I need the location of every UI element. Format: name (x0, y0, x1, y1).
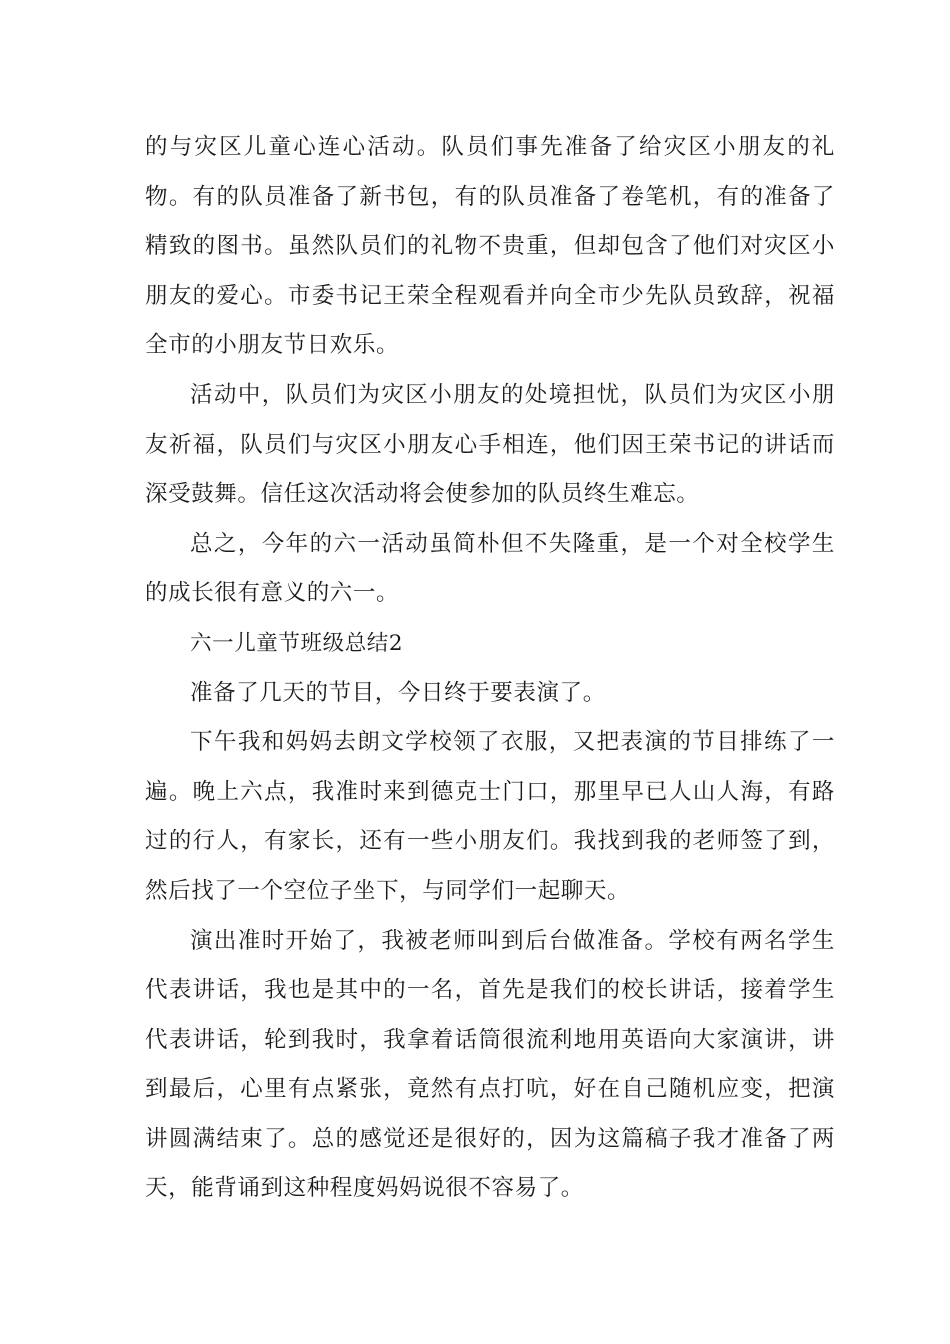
section-heading: 六一儿童节班级总结2 (190, 630, 404, 656)
paragraph-preparation: 准备了几天的节目，今日终于要表演了。 (190, 679, 606, 706)
paragraph-activity: 活动中，队员们为灾区小朋友的处境担忧，队员们为灾区小朋友祈福，队员们与灾区小朋友心手相连，他们因王荣书记的讲话而深受鼓舞。信任这次活动将会使参加的队员终生难忘。 (145, 381, 835, 508)
paragraph-continuation: 的与灾区儿童心连心活动。队员们事先准备了给灾区小朋友的礼物。有的队员准备了新书包，有的队员准备了卷笔机，有的准备了精致的图书。虽然队员们的礼物不贵重，但却包含了他们对灾区小朋友的爱心。市委书记王荣全程观看并向全市少先队员致辞，祝福全市的小朋友节日欢乐。 (145, 134, 835, 359)
document-body (145, 123, 835, 1214)
paragraph-afternoon: 下午我和妈妈去朗文学校领了衣服，又把表演的节目排练了一遍。晚上六点，我准时来到德克士门口，那里早已人山人海，有路过的行人，有家长，还有一些小朋友们。我找到我的老师签了到，然后找了一个空位子坐下，与同学们一起聊天。 (145, 729, 835, 904)
paragraph-summary: 总之，今年的六一活动虽简朴但不失隆重，是一个对全校学生的成长很有意义的六一。 (145, 530, 835, 607)
paragraph-performance: 演出准时开始了，我被老师叫到后台做准备。学校有两名学生代表讲话，我也是其中的一名，首先是我们的校长讲话，接着学生代表讲话，轮到我时，我拿着话筒很流利地用英语向大家演讲，讲到最后，心里有点紧张，竟然有点打吭，好在自己随机应变，把演讲圆满结束了。总的感觉还是很好的，因为这篇稿子我才准备了两天，能背诵到这种程度妈妈说很不容易了。 (145, 927, 835, 1202)
